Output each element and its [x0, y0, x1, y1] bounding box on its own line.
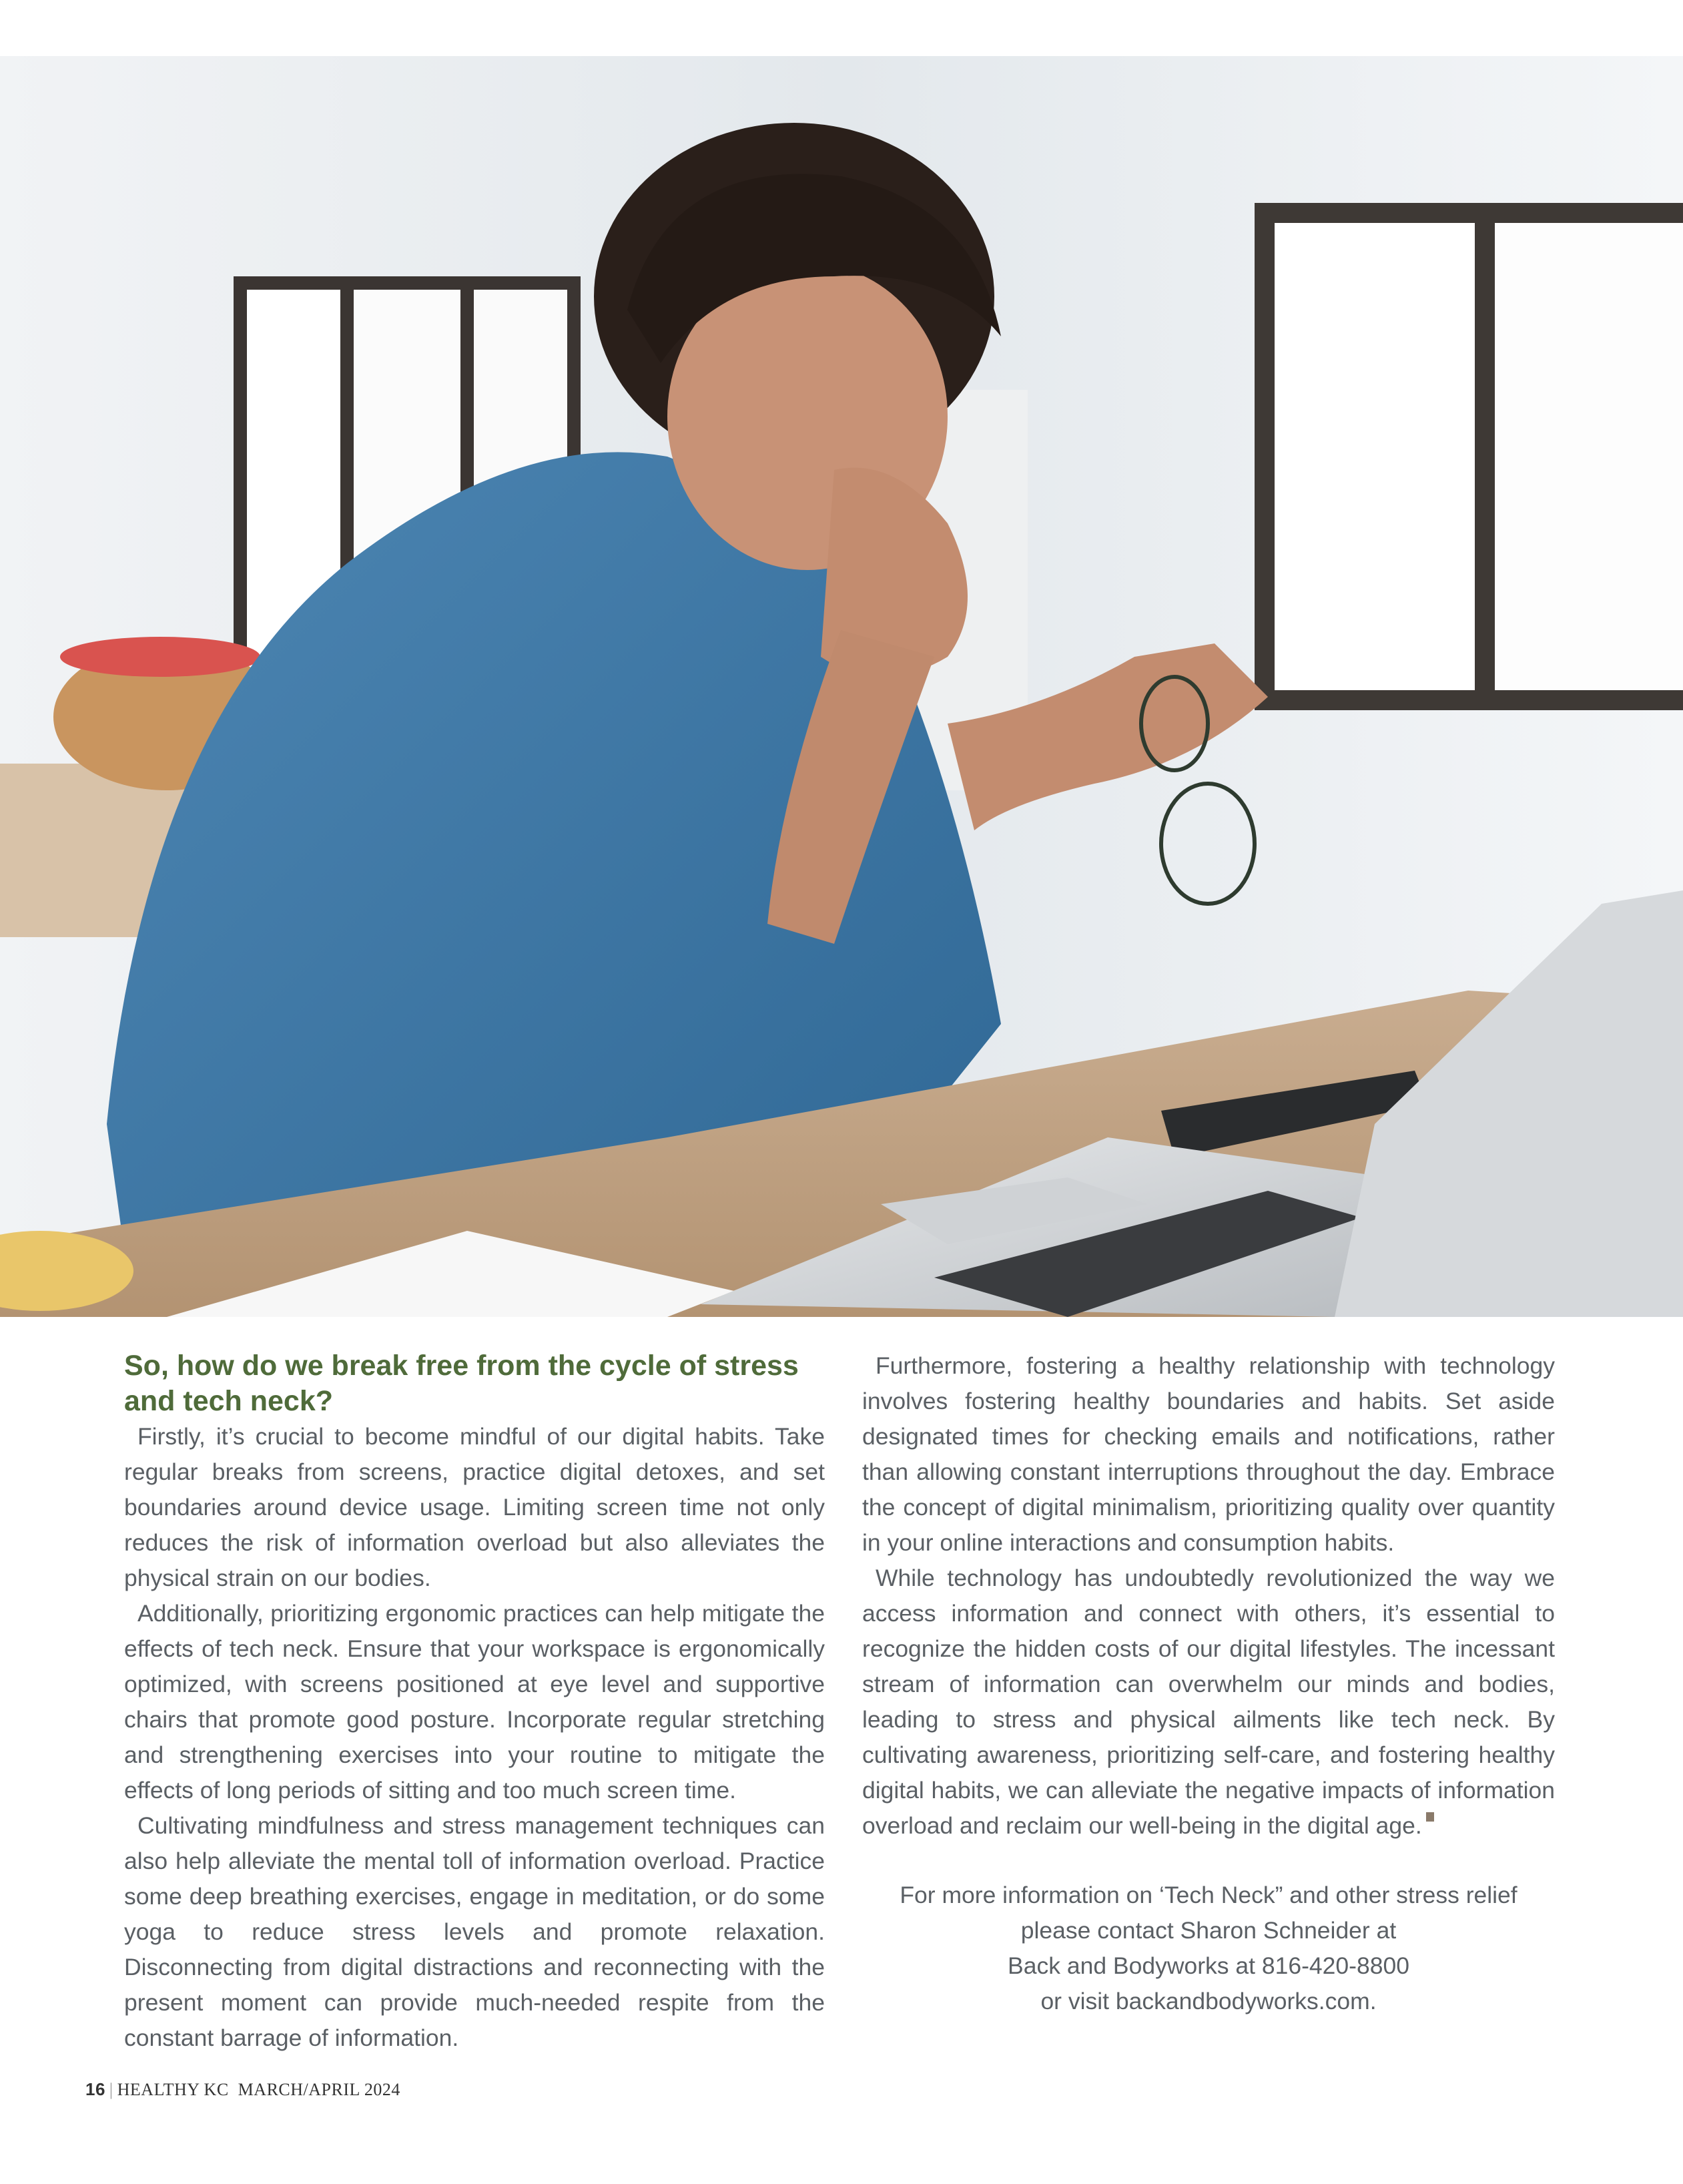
paragraph: Cultivating mindfulness and stress management techniques can also help alleviate the mental toll of information overload. Practice some deep breathing exercises, engage in meditation, or do some yoga to reduce stress levels and promote relaxation. Disconnecting from digital distractions and reconnecting with the present moment can provide much-needed respite from the constant barrage of information. — [124, 1812, 825, 2051]
issue-date: MARCH/APRIL 2024 — [238, 2080, 400, 2099]
paragraph: Firstly, it’s crucial to become mindful of our digital habits. Take regular breaks from screens, practice digital detoxes, and set boundaries around device usage. Limiting screen time not only reduces the risk of information overload but also alleviates the physical strain on our bodies. — [124, 1423, 825, 1591]
publication-name: HEALTHY KC — [117, 2080, 229, 2099]
contact-info — [862, 1878, 1555, 2019]
paragraph: Additionally, prioritizing ergonomic practices can help mitigate the effects of tech neck. Ensure that your workspace is ergonomically optimized, with screens positioned at eye level and supportive chairs that promote good posture. Incorporate regular stretching and strengthening exercises into your routine to mitigate the effects of long periods of sitting and too much screen time. — [124, 1600, 825, 1804]
hero-photo — [0, 56, 1683, 1317]
paragraph: Furthermore, fostering a healthy relationship with technology involves fostering healthy boundaries and habits. Set aside designated times for checking emails and notifications, rather than allowing constant interruptions throughout the day. Embrace the concept of digital minimalism, prioritizing quality over quantity in your online interactions and consumption habits. — [862, 1352, 1555, 1556]
article-left-column — [124, 1348, 825, 2056]
contact-line: Back and Bodyworks at 816-420-8800 — [1008, 1952, 1409, 1979]
end-mark-icon — [1426, 1812, 1434, 1822]
contact-line: For more information on ‘Tech Neck” and other stress relief — [900, 1882, 1518, 1908]
page-number: 16 — [85, 2079, 105, 2099]
paragraph-with-end-mark — [862, 1561, 1555, 1844]
page-footer — [85, 2079, 400, 2100]
footer-separator: | — [109, 2080, 113, 2099]
contact-line: please contact Sharon Schneider at — [1020, 1917, 1397, 1944]
contact-line: or visit backandbodyworks.com. — [1040, 1988, 1377, 2014]
paragraph-text: While technology has undoubtedly revolutionized the way we access information and connect with others, it’s essential to recognize the hidden costs of our digital lifestyles. The incessant stream of information can overwhelm our minds and bodies, leading to stress and physical ailments like tech neck. By cultivating awareness, prioritizing self-care, and fostering healthy digital habits, we can alleviate the negative impacts of information overload and reclaim our well-being in the digital age. — [862, 1565, 1555, 1839]
article-heading: So, how do we break free from the cycle of stress and tech neck? — [124, 1350, 799, 1417]
article-right-column — [862, 1348, 1555, 1844]
woman-at-laptop-illustration — [0, 56, 1683, 1317]
